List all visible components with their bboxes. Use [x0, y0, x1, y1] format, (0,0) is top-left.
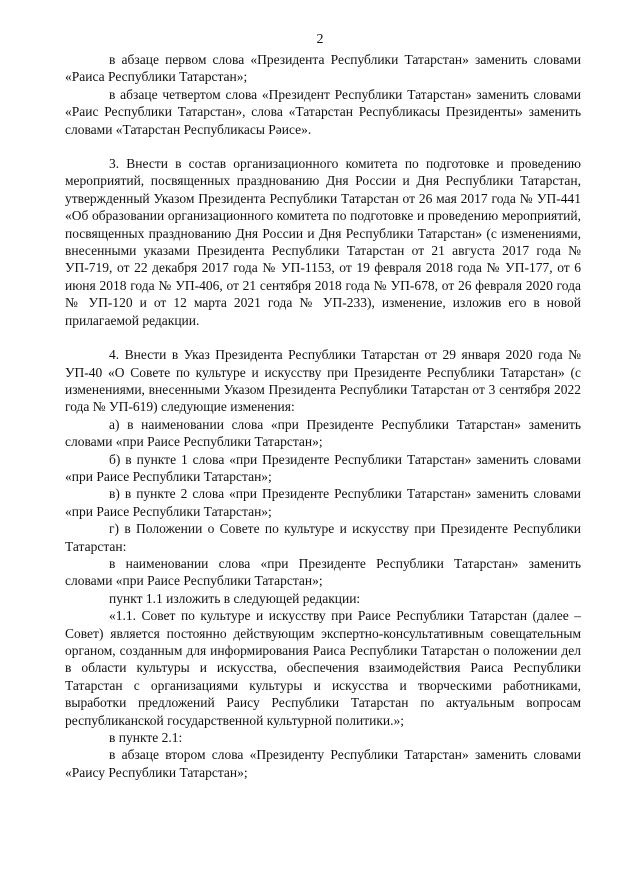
paragraph-7: в) в пункте 2 слова «при Президенте Республики Татарстан» заменить словами «при Раисе Республики Татарстан»; [65, 486, 581, 519]
paragraph-13: в абзаце втором слова «Президенту Республики Татарстан» заменить словами «Раису Республики Татарстан»; [65, 747, 581, 780]
paragraph-2: в абзаце четвертом слова «Президент Республики Татарстан» заменить словами «Раис Республики Татарстан», слова «Татарстан Республикасы Президенты» заменить словами «Татарстан Республикасы Рәисе». [65, 86, 581, 137]
paragraph-4: 4. Внести в Указ Президента Республики Татарстан от 29 января 2020 года № УП-40 «О Совете по культуре и искусству при Президенте Республики Татарстан» (с изменениями, внесенными Указом Президента Республики Татарстан от 3 сентября 2022 года № УП-619) следующие изменения: [65, 347, 581, 415]
paragraph-12: в пункте 2.1: [109, 730, 183, 746]
paragraph-10: пункт 1.1 изложить в следующей редакции: [109, 590, 361, 606]
paragraph-5: а) в наименовании слова «при Президенте Республики Татарстан» заменить словами «при Раисе Республики Татарстан»; [65, 416, 581, 450]
paragraph-3: 3. Внести в состав организационного комитета по подготовке и проведению мероприятий, посвященных празднованию Дня России и Дня Республики Татарстан, утвержденный Указом Президента Республики Татарстан от 26 мая 2017 года № УП-441 «Об образовании организационного комитета по подготовке и проведению мероприятий, посвященных празднованию Дня России и Дня Республики Татарстан» (с изменениями, внесенными указами Президента Республики Татарстан от 21 августа 2017 года № УП-719, от 22 декабря 2017 года № УП-1153, от 19 февраля 2018 года № УП-177, от 6 июня 2018 года № УП-406, от 21 сентября 2018 года № УП-678, от 26 февраля 2020 года № УП-120 и от 12 марта 2021 года № УП-233), изменение, изложив его в новой прилагаемой редакции. [65, 156, 581, 328]
page-number: 2 [316, 32, 324, 47]
document-body [65, 51, 581, 781]
paragraph-8: г) в Положении о Совете по культуре и искусству при Президенте Республики Татарстан: [65, 521, 581, 554]
paragraph-9: в наименовании слова «при Президенте Республики Татарстан» заменить словами «при Раисе Республики Татарстан»; [65, 555, 581, 589]
paragraph-11: «1.1. Совет по культуре и искусству при Раисе Республики Татарстан (далее – Совет) является постоянно действующим экспертно-консультативным совещательным органом, созданным для информирования Раиса Республики Татарстан о положении дел в области культуры и искусства, обеспечения взаимодействия Раиса Республики Татарстан с организациями культуры и искусства и творческими работниками, выработки предложений Раису Республики Татарстан по актуальным вопросам республиканской государственной культурной политики.»; [65, 608, 581, 728]
paragraph-6: б) в пункте 1 слова «при Президенте Республики Татарстан» заменить словами «при Раисе Республики Татарстан»; [65, 451, 581, 484]
paragraph-1: в абзаце первом слова «Президента Республики Татарстан» заменить словами «Раиса Республики Татарстан»; [65, 52, 581, 85]
